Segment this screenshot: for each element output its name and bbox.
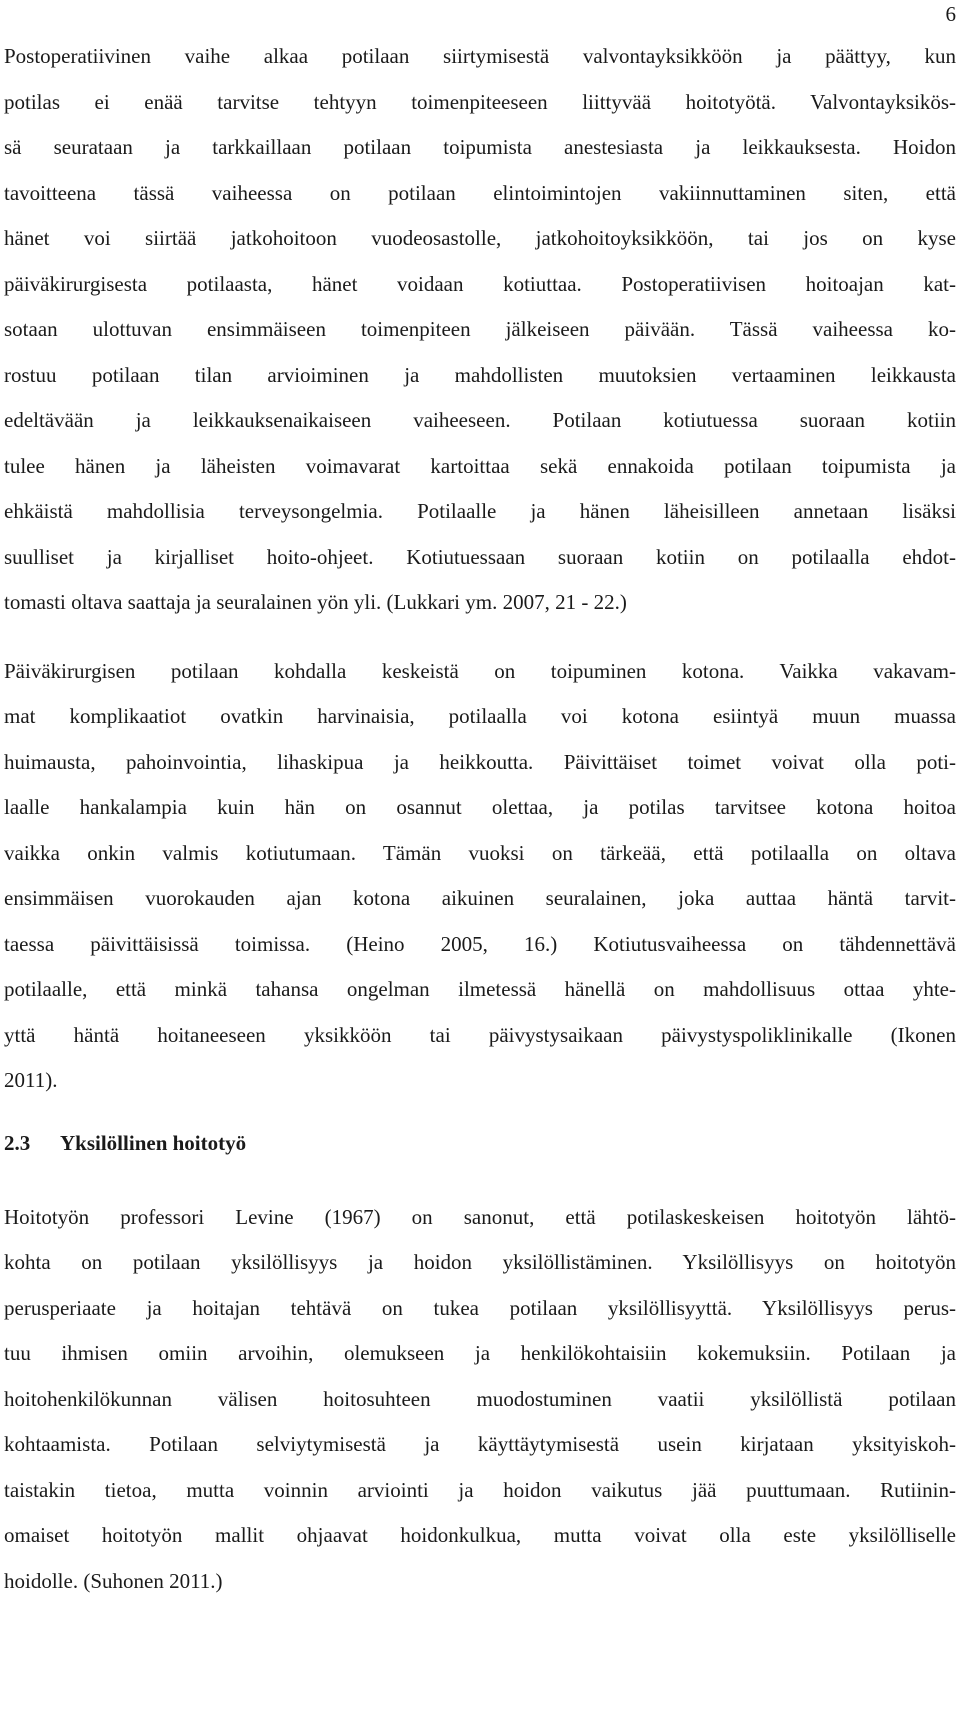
text-line: hoitohenkilökunnan välisen hoitosuhteen muodostuminen vaatii yksilöllistä potilaan	[4, 1387, 956, 1411]
text-line: tuu ihmisen omiin arvoihin, olemukseen ja henkilökohtaisiin kokemuksiin. Potilaan ja	[4, 1341, 956, 1365]
section-title: Yksilöllinen hoitotyö	[60, 1131, 247, 1155]
text-line: sä seurataan ja tarkkaillaan potilaan toipumista anestesiasta ja leikkauksesta. Hoidon	[4, 135, 956, 159]
text-line: rostuu potilaan tilan arvioiminen ja mahdollisten muutoksien vertaaminen leikkausta	[4, 363, 956, 387]
text-line: omaiset hoitotyön mallit ohjaavat hoidonkulkua, mutta voivat olla este yksilölliselle	[4, 1523, 956, 1547]
text-line: suulliset ja kirjalliset hoito-ohjeet. Kotiutuessaan suoraan kotiin on potilaalla ehdot-	[4, 545, 956, 569]
text-line: Hoitotyön professori Levine (1967) on sanonut, että potilaskeskeisen hoitotyön lähtö-	[4, 1205, 956, 1229]
text-line: huimausta, pahoinvointia, lihaskipua ja heikkoutta. Päivittäiset toimet voivat olla poti-	[4, 750, 956, 774]
text-line: tomasti oltava saattaja ja seuralainen yön yli. (Lukkari ym. 2007, 21 - 22.)	[4, 590, 627, 614]
text-line: hoidolle. (Suhonen 2011.)	[4, 1569, 223, 1593]
text-line: ensimmäisen vuorokauden ajan kotona aikuinen seuralainen, joka auttaa häntä tarvit-	[4, 886, 956, 910]
text-line: mat komplikaatiot ovatkin harvinaisia, potilaalla voi kotona esiintyä muun muassa	[4, 704, 956, 728]
text-line: sotaan ulottuvan ensimmäiseen toimenpiteen jälkeiseen päivään. Tässä vaiheessa ko-	[4, 317, 956, 341]
text-line: kohtaamista. Potilaan selviytymisestä ja käyttäytymisestä usein kirjataan yksityiskoh-	[4, 1432, 956, 1456]
text-line: päiväkirurgisesta potilaasta, hänet voidaan kotiuttaa. Postoperatiivisen hoitoajan kat-	[4, 272, 956, 296]
text-line: hänet voi siirtää jatkohoitoon vuodeosastolle, jatkohoitoyksikköön, tai jos on kyse	[4, 226, 956, 250]
text-line: taessa päivittäisissä toimissa. (Heino 2005, 16.) Kotiutusvaiheessa on tähdennettävä	[4, 932, 956, 956]
text-line: taistakin tietoa, mutta voinnin arviointi ja hoidon vaikutus jää puuttumaan. Rutiinin-	[4, 1478, 956, 1502]
page-number: 6	[945, 2, 956, 26]
text-line: Päiväkirurgisen potilaan kohdalla keskeistä on toipuminen kotona. Vaikka vakavam-	[4, 659, 956, 683]
text-line: 2011).	[4, 1068, 58, 1092]
text-line: tavoitteena tässä vaiheessa on potilaan elintoimintojen vakiinnuttaminen siten, että	[4, 181, 956, 205]
text-line: edeltävään ja leikkauksenaikaiseen vaiheeseen. Potilaan kotiutuessa suoraan kotiin	[4, 408, 956, 432]
section-heading	[4, 1131, 246, 1155]
text-line: perusperiaate ja hoitajan tehtävä on tukea potilaan yksilöllisyyttä. Yksilöllisyys perus-	[4, 1296, 956, 1320]
text-line: Postoperatiivinen vaihe alkaa potilaan siirtymisestä valvontayksikköön ja päättyy, kun	[4, 44, 956, 68]
text-line: laalle hankalampia kuin hän on osannut olettaa, ja potilas tarvitsee kotona hoitoa	[4, 795, 956, 819]
text-line: kohta on potilaan yksilöllisyys ja hoidon yksilöllistäminen. Yksilöllisyys on hoitotyön	[4, 1250, 956, 1274]
section-number: 2.3	[4, 1131, 31, 1155]
text-line: ehkäistä mahdollisia terveysongelmia. Potilaalle ja hänen läheisilleen annetaan lisäksi	[4, 499, 956, 523]
text-line: tulee hänen ja läheisten voimavarat kartoittaa sekä ennakoida potilaan toipumista ja	[4, 454, 956, 478]
text-line: vaikka onkin valmis kotiutumaan. Tämän vuoksi on tärkeää, että potilaalla on oltava	[4, 841, 956, 865]
text-line: potilaalle, että minkä tahansa ongelman ilmetessä hänellä on mahdollisuus ottaa yhte-	[4, 977, 956, 1001]
text-line: yttä häntä hoitaneeseen yksikköön tai päivystysaikaan päivystyspoliklinikalle (Ikonen	[4, 1023, 956, 1047]
text-line: potilas ei enää tarvitse tehtyyn toimenpiteeseen liittyvää hoitotyötä. Valvontayksikös-	[4, 90, 956, 114]
